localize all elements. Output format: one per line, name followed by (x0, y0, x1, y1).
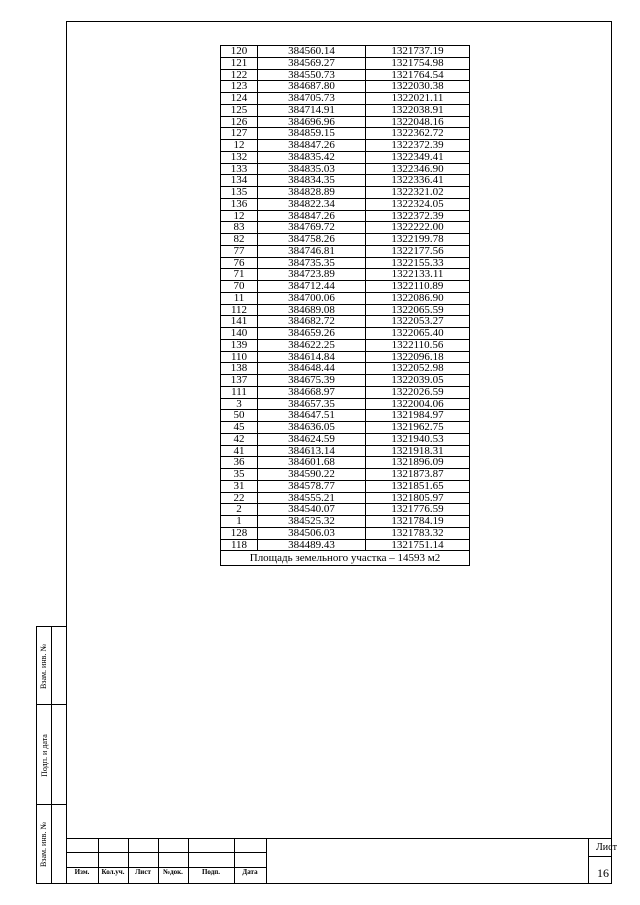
title-block (66, 838, 612, 884)
coord-y: 1322053.27 (366, 316, 470, 328)
point-number: 120 (221, 46, 258, 58)
coord-x: 384647.51 (258, 410, 366, 422)
table-row (221, 210, 470, 222)
table-row (221, 433, 470, 445)
coord-y: 1322096.18 (366, 351, 470, 363)
point-number: 83 (221, 222, 258, 234)
coord-y: 1321754.98 (366, 57, 470, 69)
coord-x: 384828.89 (258, 187, 366, 199)
coord-y: 1322026.59 (366, 386, 470, 398)
point-number: 12 (221, 140, 258, 152)
point-number: 138 (221, 363, 258, 375)
coord-x: 384506.03 (258, 527, 366, 539)
coord-x: 384735.35 (258, 257, 366, 269)
table-row (221, 480, 470, 492)
point-number: 134 (221, 175, 258, 187)
coord-y: 1321784.19 (366, 516, 470, 528)
point-number: 123 (221, 81, 258, 93)
strip-label-inventory: Взам. инв. № (39, 821, 49, 868)
coord-x: 384712.44 (258, 281, 366, 293)
coordinates-table (220, 45, 470, 566)
coord-y: 1322004.06 (366, 398, 470, 410)
coord-y: 1321918.31 (366, 445, 470, 457)
table-row (221, 140, 470, 152)
coord-y: 1321776.59 (366, 504, 470, 516)
coord-y: 1322030.38 (366, 81, 470, 93)
table-row (221, 163, 470, 175)
coord-y: 1322349.41 (366, 151, 470, 163)
titleblock-col-signature: Подп. (201, 868, 221, 876)
coord-x: 384822.34 (258, 198, 366, 210)
point-number: 132 (221, 151, 258, 163)
point-number: 110 (221, 351, 258, 363)
coord-x: 384578.77 (258, 480, 366, 492)
table-row (221, 363, 470, 375)
table-row (221, 339, 470, 351)
coord-x: 384624.59 (258, 433, 366, 445)
point-number: 50 (221, 410, 258, 422)
coord-x: 384560.14 (258, 46, 366, 58)
table-row (221, 386, 470, 398)
table-row (221, 328, 470, 340)
coord-y: 1322052.98 (366, 363, 470, 375)
coord-x: 384590.22 (258, 469, 366, 481)
titleblock-col-date: Дата (242, 868, 258, 876)
coord-y: 1322110.56 (366, 339, 470, 351)
coord-x: 384648.44 (258, 363, 366, 375)
coord-x: 384601.68 (258, 457, 366, 469)
table-row (221, 245, 470, 257)
coord-y: 1322039.05 (366, 375, 470, 387)
table-row (221, 445, 470, 457)
coord-x: 384569.27 (258, 57, 366, 69)
point-number: 31 (221, 480, 258, 492)
point-number: 1 (221, 516, 258, 528)
coord-x: 384540.07 (258, 504, 366, 516)
coord-y: 1321873.87 (366, 469, 470, 481)
point-number: 2 (221, 504, 258, 516)
area-summary: Площадь земельного участка – 14593 м2 (221, 551, 470, 566)
point-number: 137 (221, 375, 258, 387)
point-number: 45 (221, 422, 258, 434)
coord-y: 1321805.97 (366, 492, 470, 504)
coord-x: 384675.39 (258, 375, 366, 387)
table-row (221, 351, 470, 363)
point-number: 35 (221, 469, 258, 481)
point-number: 121 (221, 57, 258, 69)
coord-y: 1322372.39 (366, 140, 470, 152)
point-number: 122 (221, 69, 258, 81)
table-row (221, 375, 470, 387)
point-number: 125 (221, 104, 258, 116)
point-number: 11 (221, 292, 258, 304)
table-row (221, 292, 470, 304)
table-row (221, 316, 470, 328)
coord-x: 384657.35 (258, 398, 366, 410)
coord-x: 384636.05 (258, 422, 366, 434)
table-row (221, 151, 470, 163)
coord-x: 384700.06 (258, 292, 366, 304)
table-row (221, 527, 470, 539)
coord-y: 1321751.14 (366, 539, 470, 551)
table-row (221, 398, 470, 410)
point-number: 124 (221, 93, 258, 105)
table-row (221, 422, 470, 434)
point-number: 77 (221, 245, 258, 257)
table-row (221, 116, 470, 128)
table-row (221, 69, 470, 81)
coord-x: 384622.25 (258, 339, 366, 351)
coordinates-table-body (221, 46, 470, 566)
coord-x: 384696.96 (258, 116, 366, 128)
coord-x: 384758.26 (258, 234, 366, 246)
coord-y: 1321851.65 (366, 480, 470, 492)
coord-x: 384550.73 (258, 69, 366, 81)
coord-x: 384835.03 (258, 163, 366, 175)
point-number: 41 (221, 445, 258, 457)
coord-y: 1322086.90 (366, 292, 470, 304)
table-row (221, 457, 470, 469)
coord-x: 384489.43 (258, 539, 366, 551)
coord-y: 1322222.00 (366, 222, 470, 234)
point-number: 141 (221, 316, 258, 328)
coord-x: 384859.15 (258, 128, 366, 140)
coord-y: 1322336.41 (366, 175, 470, 187)
table-row (221, 234, 470, 246)
point-number: 82 (221, 234, 258, 246)
strip-cell-replacement (37, 627, 66, 705)
table-row (221, 539, 470, 551)
coord-x: 384668.97 (258, 386, 366, 398)
coord-x: 384769.72 (258, 222, 366, 234)
coord-y: 1322021.11 (366, 93, 470, 105)
table-row (221, 93, 470, 105)
titleblock-col-count: Кол.уч. (101, 868, 125, 876)
coord-x: 384835.42 (258, 151, 366, 163)
coord-x: 384723.89 (258, 269, 366, 281)
sheet-number: 16 (597, 866, 609, 880)
point-number: 111 (221, 386, 258, 398)
coord-x: 384689.08 (258, 304, 366, 316)
coord-x: 384847.26 (258, 210, 366, 222)
coord-x: 384834.35 (258, 175, 366, 187)
table-row (221, 281, 470, 293)
point-number: 3 (221, 398, 258, 410)
table-row (221, 304, 470, 316)
coord-x: 384746.81 (258, 245, 366, 257)
point-number: 126 (221, 116, 258, 128)
coord-y: 1322155.33 (366, 257, 470, 269)
point-number: 71 (221, 269, 258, 281)
coord-y: 1322065.40 (366, 328, 470, 340)
point-number: 12 (221, 210, 258, 222)
point-number: 22 (221, 492, 258, 504)
point-number: 139 (221, 339, 258, 351)
coord-x: 384614.84 (258, 351, 366, 363)
coord-y: 1322346.90 (366, 163, 470, 175)
coord-y: 1321962.75 (366, 422, 470, 434)
coord-y: 1322110.89 (366, 281, 470, 293)
table-row (221, 175, 470, 187)
point-number: 76 (221, 257, 258, 269)
point-number: 70 (221, 281, 258, 293)
coord-y: 1322038.91 (366, 104, 470, 116)
table-row (221, 469, 470, 481)
point-number: 42 (221, 433, 258, 445)
table-row (221, 492, 470, 504)
coord-y: 1322362.72 (366, 128, 470, 140)
coord-y: 1322321.02 (366, 187, 470, 199)
table-row (221, 516, 470, 528)
coord-y: 1322372.39 (366, 210, 470, 222)
table-row (221, 504, 470, 516)
table-row (221, 46, 470, 58)
table-row (221, 198, 470, 210)
strip-label-replacement: Взам. инв. № (39, 643, 49, 689)
titleblock-col-sheet: Лист (135, 868, 151, 876)
titleblock-col-change: Изм. (74, 868, 90, 876)
table-row (221, 57, 470, 69)
area-row (221, 551, 470, 566)
binding-strip (36, 626, 66, 884)
point-number: 133 (221, 163, 258, 175)
coord-y: 1322133.11 (366, 269, 470, 281)
coord-y: 1322048.16 (366, 116, 470, 128)
sheet-label: Лист (596, 842, 617, 853)
coord-y: 1321940.53 (366, 433, 470, 445)
coord-y: 1321737.19 (366, 46, 470, 58)
coord-x: 384555.21 (258, 492, 366, 504)
table-row (221, 269, 470, 281)
coord-y: 1321896.09 (366, 457, 470, 469)
strip-cell-signature (37, 705, 66, 805)
point-number: 128 (221, 527, 258, 539)
coord-x: 384705.73 (258, 93, 366, 105)
point-number: 135 (221, 187, 258, 199)
coord-x: 384714.91 (258, 104, 366, 116)
point-number: 136 (221, 198, 258, 210)
coord-x: 384687.80 (258, 81, 366, 93)
point-number: 127 (221, 128, 258, 140)
table-row (221, 187, 470, 199)
table-row (221, 81, 470, 93)
coord-y: 1322065.59 (366, 304, 470, 316)
coord-y: 1322324.05 (366, 198, 470, 210)
coord-x: 384682.72 (258, 316, 366, 328)
table-row (221, 128, 470, 140)
table-row (221, 222, 470, 234)
titleblock-col-docnum: №док. (163, 868, 183, 876)
coord-x: 384659.26 (258, 328, 366, 340)
table-row (221, 410, 470, 422)
coord-y: 1321764.54 (366, 69, 470, 81)
coord-y: 1321783.32 (366, 527, 470, 539)
point-number: 36 (221, 457, 258, 469)
coord-y: 1322199.78 (366, 234, 470, 246)
strip-cell-inventory (37, 805, 66, 884)
coord-x: 384525.32 (258, 516, 366, 528)
coord-x: 384613.14 (258, 445, 366, 457)
point-number: 118 (221, 539, 258, 551)
point-number: 112 (221, 304, 258, 316)
strip-label-signature: Подп. и дата (39, 733, 49, 777)
point-number: 140 (221, 328, 258, 340)
table-row (221, 104, 470, 116)
table-row (221, 257, 470, 269)
coord-y: 1322177.56 (366, 245, 470, 257)
coord-x: 384847.26 (258, 140, 366, 152)
coord-y: 1321984.97 (366, 410, 470, 422)
